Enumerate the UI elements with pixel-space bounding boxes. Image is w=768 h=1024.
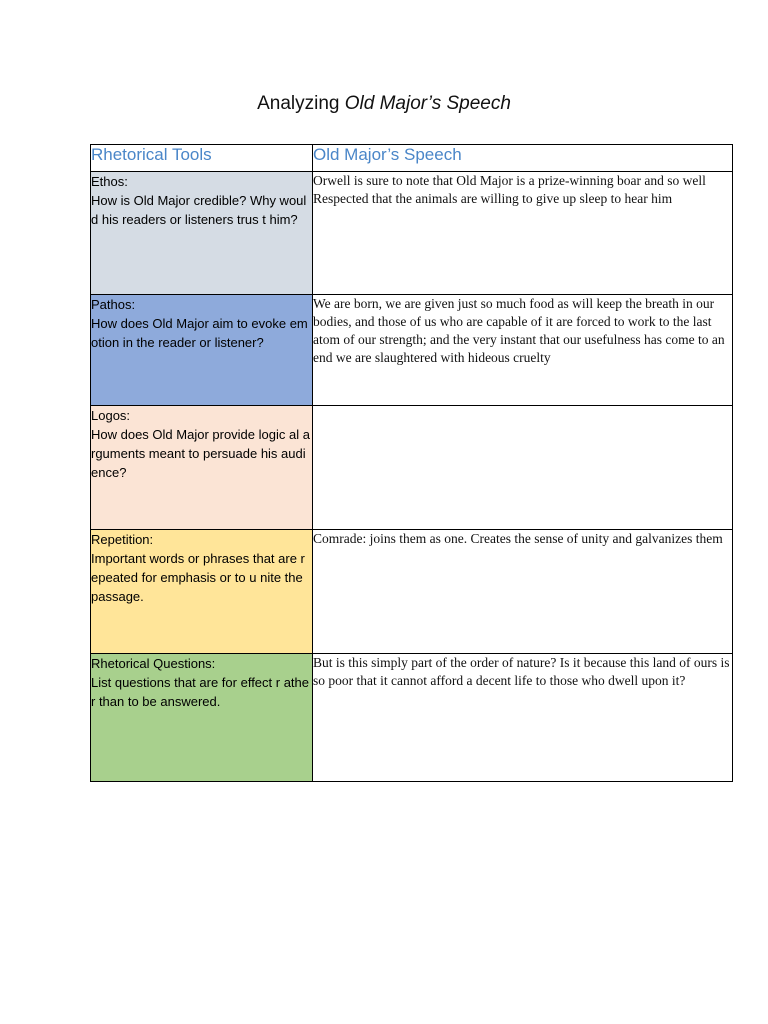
tool-name: Pathos: bbox=[91, 297, 136, 312]
table-row bbox=[91, 530, 733, 654]
speech-cell-pathos[interactable]: We are born, we are given just so much food as will keep the breath in our bodies, and those of us who are capable of it are forced to work to the last atom of our strength; and the very instant that our usefulness has come to an end we are slaughtered with hideous cruelty bbox=[313, 295, 733, 406]
table-row bbox=[91, 406, 733, 530]
table-header-row bbox=[91, 145, 733, 172]
speech-cell-rhetorical-questions[interactable]: But is this simply part of the order of nature? Is it because this land of ours is so poor that it cannot afford a decent life to those who dwell upon it? bbox=[313, 654, 733, 782]
tool-name: Ethos: bbox=[91, 174, 128, 189]
tool-question: How does Old Major provide logic al arguments meant to persuade his audience? bbox=[91, 427, 310, 480]
tool-name: Logos: bbox=[91, 408, 131, 423]
tool-cell-rhetorical-questions bbox=[91, 654, 313, 782]
speech-cell-logos[interactable] bbox=[313, 406, 733, 530]
tool-cell-ethos bbox=[91, 172, 313, 295]
table-row bbox=[91, 654, 733, 782]
page-title bbox=[0, 93, 768, 115]
table-row bbox=[91, 172, 733, 295]
tool-question: How is Old Major credible? Why would his readers or listeners trus t him? bbox=[91, 193, 307, 227]
tool-name: Repetition: bbox=[91, 532, 154, 547]
analysis-table bbox=[90, 144, 733, 782]
speech-cell-repetition[interactable]: Comrade: joins them as one. Creates the sense of unity and galvanizes them bbox=[313, 530, 733, 654]
title-prefix: Analyzing bbox=[257, 93, 345, 114]
tool-question: How does Old Major aim to evoke emotion in the reader or listener? bbox=[91, 316, 308, 350]
tool-cell-repetition bbox=[91, 530, 313, 654]
tool-name: Rhetorical Questions: bbox=[91, 656, 216, 671]
tool-question: Important words or phrases that are repeated for emphasis or to u nite the passage. bbox=[91, 551, 305, 604]
title-italic: Old Major’s Speech bbox=[344, 93, 511, 114]
speech-cell-ethos[interactable]: Orwell is sure to note that Old Major is a prize-winning boar and so well Respected that the animals are willing to give up sleep to hear him bbox=[313, 172, 733, 295]
header-old-majors-speech: Old Major’s Speech bbox=[313, 145, 733, 172]
tool-cell-logos bbox=[91, 406, 313, 530]
header-rhetorical-tools: Rhetorical Tools bbox=[91, 145, 313, 172]
table-row bbox=[91, 295, 733, 406]
tool-question: List questions that are for effect r ather than to be answered. bbox=[91, 675, 309, 709]
tool-cell-pathos bbox=[91, 295, 313, 406]
